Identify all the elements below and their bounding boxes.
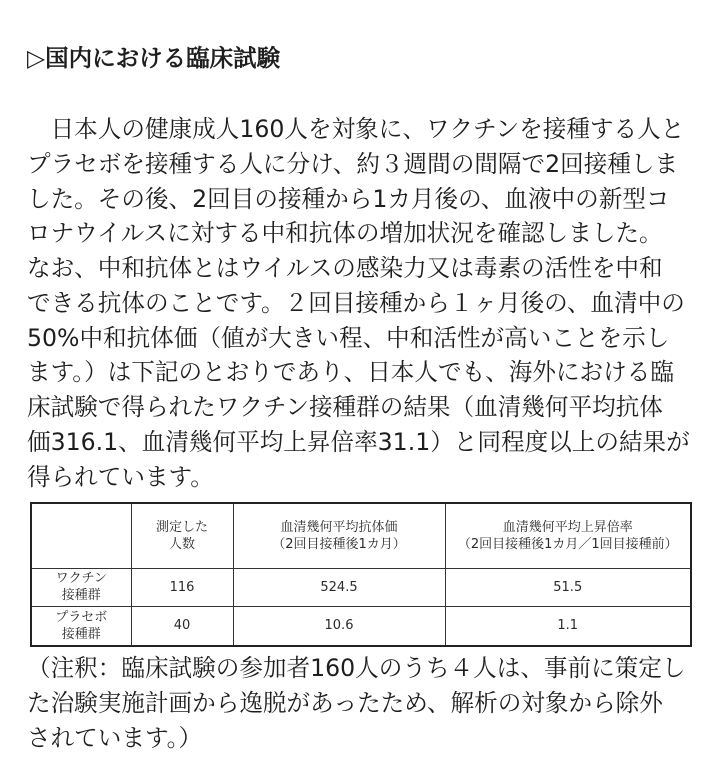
- header-cell-gmt: [233, 503, 445, 568]
- header-count-line: 人数: [168, 536, 195, 552]
- group-label-line: 接種群: [61, 626, 101, 642]
- header-cell-gmfr: [445, 503, 691, 568]
- group-label-line: 接種群: [61, 588, 101, 603]
- gmfr-cell: 51.5: [445, 568, 691, 606]
- table-row: [31, 606, 691, 646]
- count-cell: 116: [131, 568, 233, 606]
- results-table-container: [30, 502, 690, 645]
- paragraph-line: 価316.1、血清幾何平均上昇倍率31.1）と同程度以上の結果が: [27, 427, 690, 456]
- gmt-cell: 10.6: [233, 606, 445, 646]
- paragraph-line: ロナウイルスに対する中和抗体の増加状況を確認しました。: [27, 219, 663, 248]
- section-heading: ▷国内における臨床試験: [27, 44, 281, 72]
- count-cell: 40: [131, 606, 233, 646]
- footnote: [27, 651, 685, 756]
- footnote-line: （注釈：臨床試験の参加者160人のうち４人は、事前に策定し: [27, 654, 686, 682]
- group-label-line: プラセボ: [55, 609, 108, 625]
- footnote-line: た治験実施計画から逸脱があったため、解析の対象から除外: [27, 689, 663, 717]
- paragraph-line: プラセボを接種する人に分け、約３週間の間隔で2回接種しま: [27, 149, 679, 178]
- header-gmt-line: （2回目接種後1カ月）: [272, 536, 406, 552]
- paragraph-line: 床試験で得られたワクチン接種群の結果（血清幾何平均抗体: [27, 393, 663, 421]
- table-header-row: [31, 503, 691, 568]
- paragraph-line: なお、中和抗体とはウイルスの感染力又は毒素の活性を中和: [27, 254, 663, 282]
- paragraph-line: した。その後、2回目の接種から1カ月後の、血液中の新型コ: [27, 184, 670, 213]
- header-gmfr-line: （2回目接種後1カ月／1回目接種前）: [457, 536, 678, 552]
- paragraph-line: ます。）は下記のとおりであり、日本人でも、海外における臨: [27, 358, 674, 387]
- header-cell-empty: [31, 503, 131, 568]
- antibody-results-table: [30, 502, 692, 647]
- gmfr-cell: 1.1: [445, 606, 691, 646]
- header-gmfr-line: 血清幾何平均上昇倍率: [502, 519, 633, 535]
- row-group-cell: [31, 568, 131, 606]
- paragraph-line: 50%中和抗体価（値が大きい程、中和活性が高いことを示し: [27, 323, 670, 352]
- header-cell-count: [131, 503, 233, 568]
- paragraph-line: 日本人の健康成人160人を対象に、ワクチンを接種する人と: [27, 115, 685, 143]
- row-group-cell: [31, 606, 131, 646]
- table-row: [31, 568, 691, 606]
- footnote-line: されています。）: [27, 724, 203, 752]
- gmt-cell: 524.5: [233, 568, 445, 606]
- group-label-line: ワクチン: [55, 571, 107, 586]
- paragraph-line: できる抗体のことです。２回目接種から１ヶ月後の、血清中の: [27, 288, 685, 317]
- body-paragraph: [27, 112, 690, 494]
- header-count-line: 測定した: [155, 519, 208, 535]
- paragraph-line: 得られています。: [27, 462, 214, 491]
- header-gmt-line: 血清幾何平均抗体価: [280, 519, 398, 535]
